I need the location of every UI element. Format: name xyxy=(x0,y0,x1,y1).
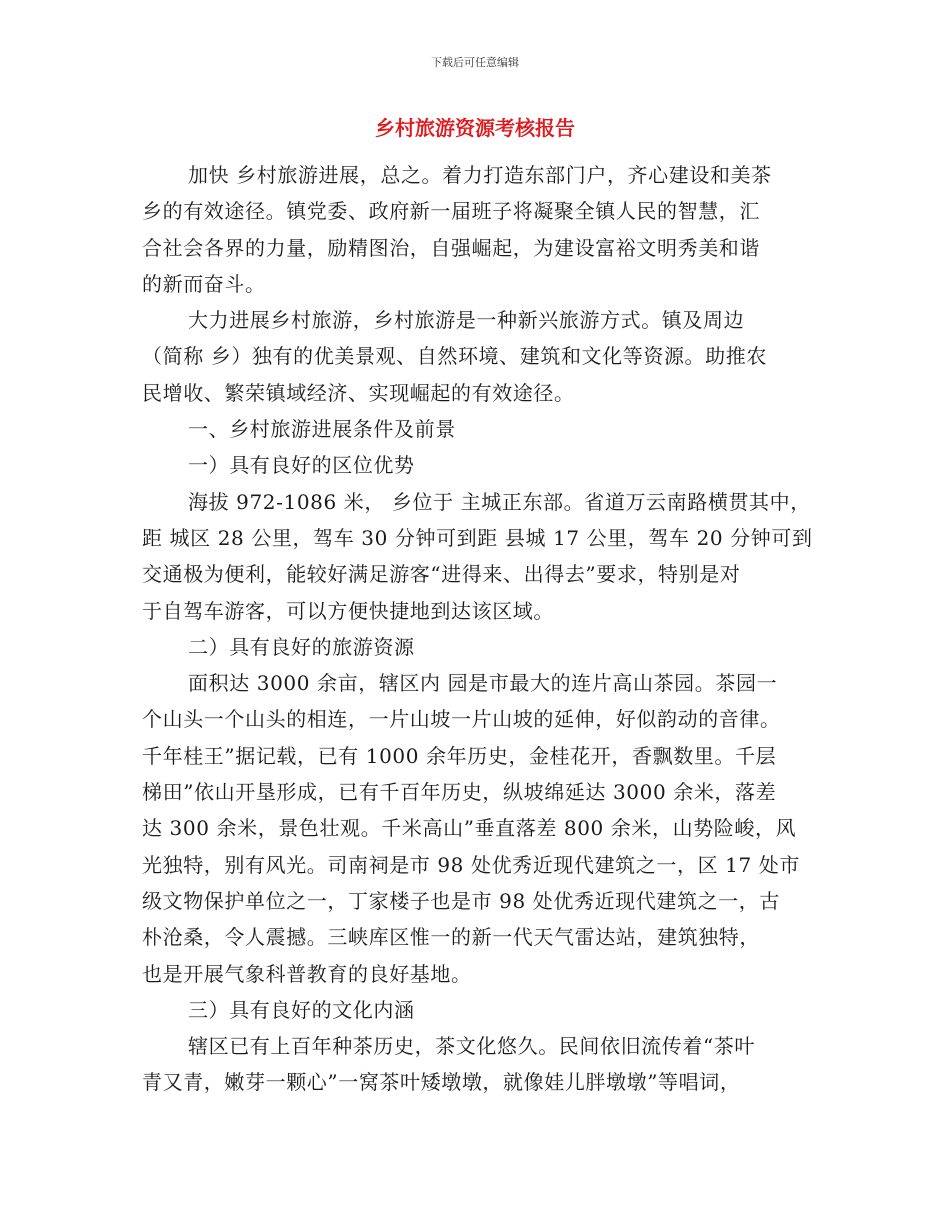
text-line: 乡的有效途径。镇党委、政府新一届班子将凝聚全镇人民的智慧，汇 xyxy=(142,199,760,224)
text-line: 一、乡村旅游进展条件及前景 xyxy=(188,417,456,442)
text-line: 大力进展乡村旅游，乡村旅游是一种新兴旅游方式。镇及周边 xyxy=(188,308,745,333)
text-line: 交通极为便利，能较好满足游客“进得来、出得去”要求，特别是对 xyxy=(142,562,741,587)
header-note: 下载后可任意编辑 xyxy=(431,56,519,69)
text-line: 朴沧桑，令人震撼。三峡库区惟一的新一代天气雷达站，建筑独特， xyxy=(142,925,760,950)
text-line: （简称 乡）独有的优美景观、自然环境、建筑和文化等资源。助推农 xyxy=(142,344,767,369)
text-line: 辖区已有上百年种茶历史，茶文化悠久。民间依旧流传着“茶叶 xyxy=(188,1034,756,1059)
text-line: 级文物保护单位之一，丁家楼子也是市 98 处优秀近现代建筑之一，古 xyxy=(142,888,780,913)
text-line: 千年桂王”据记载，已有 1000 余年历史，金桂花开，香飘数里。千层 xyxy=(142,743,777,768)
text-line: 个山头一个山头的相连，一片山坡一片山坡的延伸，好似韵动的音律。 xyxy=(142,707,781,732)
text-line: 也是开展气象科普教育的良好基地。 xyxy=(142,961,472,986)
text-line: 一）具有良好的区位优势 xyxy=(188,453,415,478)
text-line: 梯田”依山开垦形成，已有千百年历史，纵坡绵延达 3000 余米，落差 xyxy=(142,780,777,805)
text-line: 的新而奋斗。 xyxy=(142,271,266,296)
document-title: 乡村旅游资源考核报告 xyxy=(375,116,575,140)
text-line: 面积达 3000 余亩，辖区内 园是市最大的连片高山茶园。茶园一 xyxy=(188,671,778,696)
text-line: 距 城区 28 公里，驾车 30 分钟可到距 县城 17 公里，驾车 20 分钟可到 xyxy=(142,525,813,550)
text-line: 达 300 余米，景色壮观。千米高山”垂直落差 800 余米，山势险峻，风 xyxy=(142,816,797,841)
text-line: 民增收、繁荣镇域经济、实现崛起的有效途径。 xyxy=(142,380,575,405)
text-line: 于自驾车游客，可以方便快捷地到达该区域。 xyxy=(142,598,554,623)
text-line: 二）具有良好的旅游资源 xyxy=(188,634,415,659)
text-line: 青又青，嫩芽一颗心”一窝茶叶矮墩墩，就像娃儿胖墩墩”等唱词， xyxy=(142,1070,741,1095)
text-line: 三）具有良好的文化内涵 xyxy=(188,997,415,1022)
text-line: 光独特，别有风光。司南祠是市 98 处优秀近现代建筑之一，区 17 处市 xyxy=(142,852,800,877)
document-body xyxy=(142,157,812,1101)
text-line: 合社会各界的力量，励精图治，自强崛起，为建设富裕文明秀美和谐 xyxy=(142,235,760,260)
text-line: 加快 乡村旅游进展，总之。着力打造东部门户，齐心建设和美茶 xyxy=(188,163,772,187)
text-line: 海拔 972-1086 米， 乡位于 主城正东部。省道万云南路横贯其中， xyxy=(188,489,811,514)
